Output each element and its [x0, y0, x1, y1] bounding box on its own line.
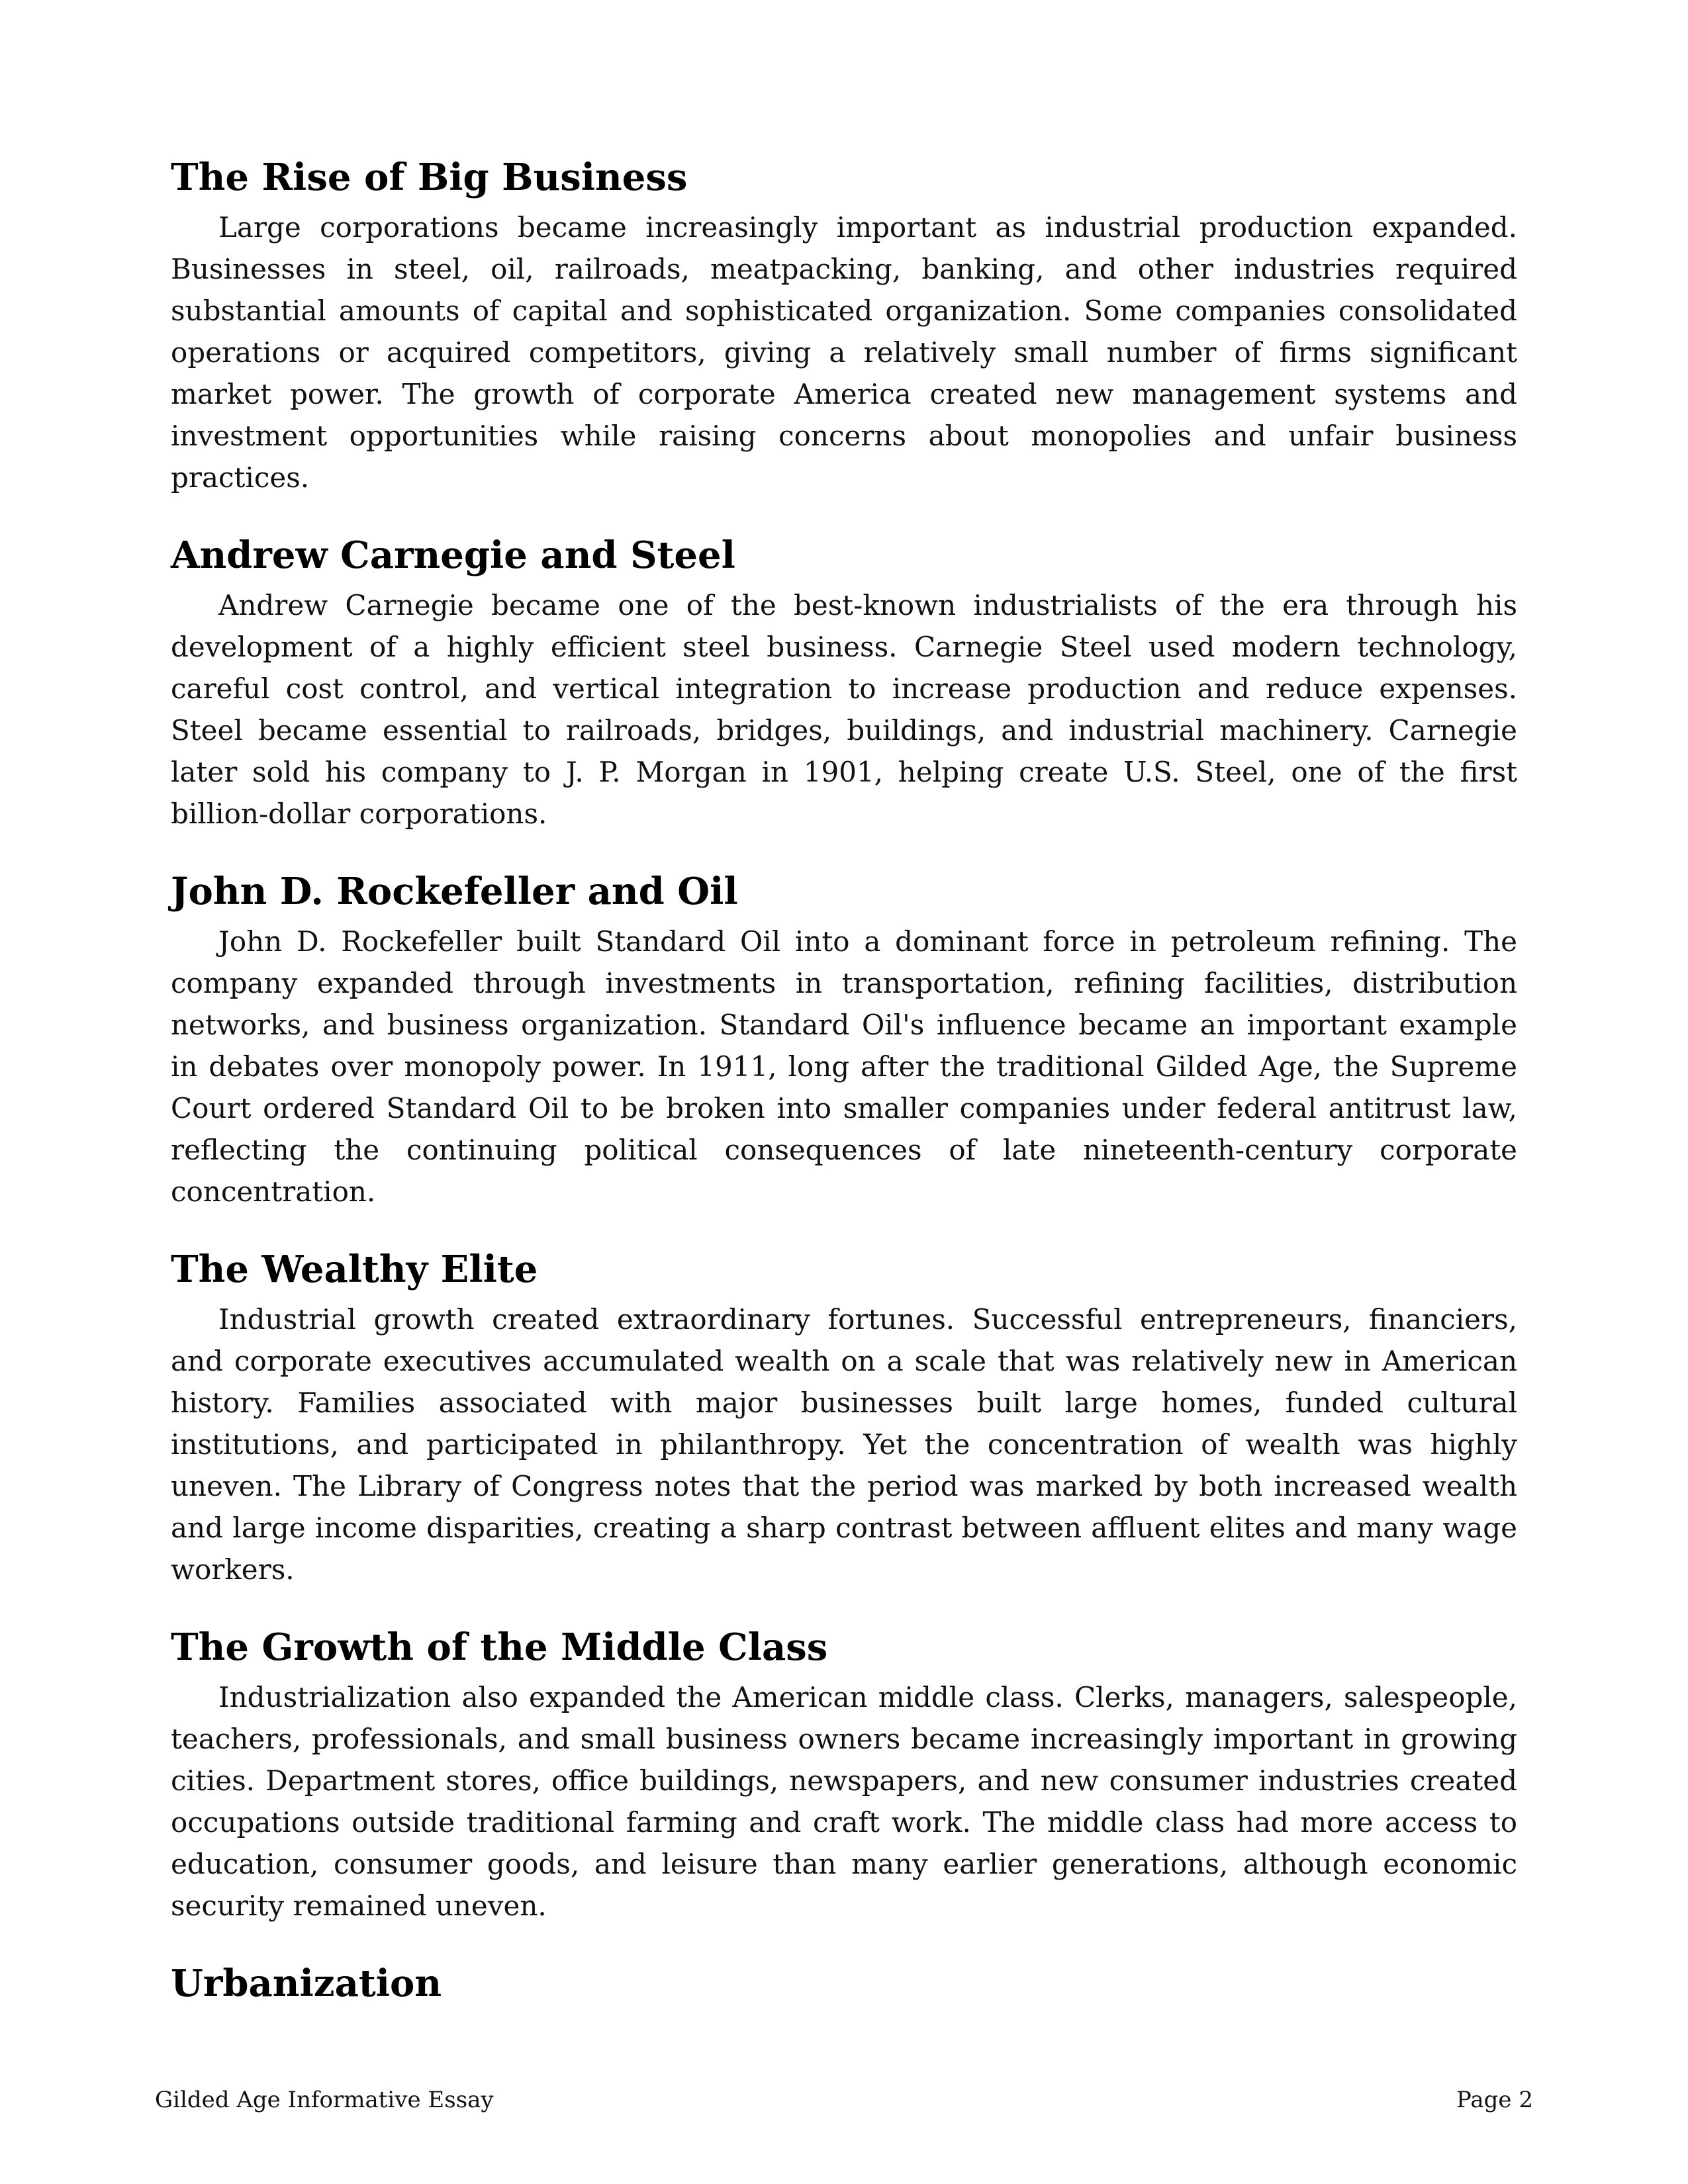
section-paragraph: Industrial growth created extraordinary fortunes. Successful entrepreneurs, financiers, and corporate executives accumulated wealth on a scale that was relatively new in American history. Families associated with major businesses built large homes, funded cultural institutions, and participated in philanthropy. Yet the concentration of wealth was highly uneven. The Library of Congress notes that the period was marked by both increased wealth and large income disparities, creating a sharp contrast between affluent elites and many wage workers. — [171, 1303, 1517, 1586]
section-heading: The Wealthy Elite — [171, 1248, 538, 1291]
section-paragraph: John D. Rockefeller built Standard Oil into a dominant force in petroleum refining. The company expanded through investments in transportation, refining facilities, distribution networks, and business organization. Standard Oil's influence became an important example in debates over monopoly power. In 1911, long after the traditional Gilded Age, the Supreme Court ordered Standard Oil to be broken into smaller companies under federal antitrust law, reflecting the continuing political consequences of late nineteenth-century corporate concentration. — [171, 925, 1517, 1208]
essay-content — [171, 151, 1517, 2013]
section-heading: Urbanization — [171, 1962, 442, 2005]
footer-document-title: Gilded Age Informative Essay — [155, 2087, 494, 2113]
section-paragraph: Andrew Carnegie became one of the best-known industrialists of the era through his development of a highly efficient steel business. Carnegie Steel used modern technology, careful cost control, and vertical integration to increase production and reduce expenses. Steel became essential to railroads, bridges, buildings, and industrial machinery. Carnegie later sold his company to J. P. Morgan in 1901, helping create U.S. Steel, one of the first billion-dollar corporations. — [171, 589, 1517, 830]
footer-page-number: Page 2 — [1456, 2087, 1533, 2113]
section-paragraph: Large corporations became increasingly important as industrial production expanded. Businesses in steel, oil, railroads, meatpacking, banking, and other industries required substantial amounts of capital and sophisticated organization. Some companies consolidated operations or acquired competitors, giving a relatively small number of firms significant market power. The growth of corporate America created new management systems and investment opportunities while raising concerns about monopolies and unfair business practices. — [171, 211, 1517, 494]
section-heading: The Rise of Big Business — [171, 156, 688, 199]
section-heading: John D. Rockefeller and Oil — [171, 870, 738, 913]
section-heading: The Growth of the Middle Class — [171, 1625, 828, 1669]
section-paragraph: Industrialization also expanded the American middle class. Clerks, managers, salespeople, teachers, professionals, and small business owners became increasingly important in growing cities. Department stores, office buildings, newspapers, and new consumer industries created occupations outside traditional farming and craft work. The middle class had more access to education, consumer goods, and leisure than many earlier generations, although economic security remained uneven. — [171, 1681, 1517, 1922]
section-heading: Andrew Carnegie and Steel — [171, 533, 735, 577]
